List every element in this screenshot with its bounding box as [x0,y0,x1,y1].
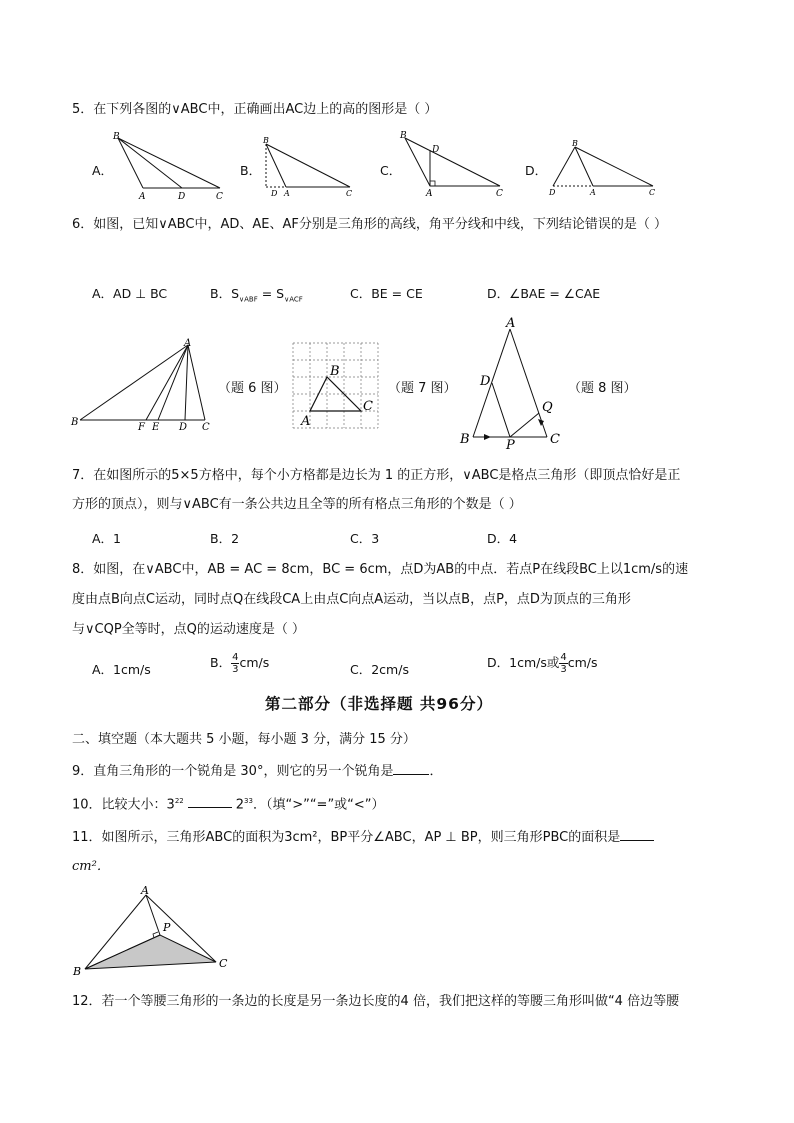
svg-text:F: F [138,422,145,433]
caption-fig6: （题 6 图） [218,381,287,396]
svg-text:D: D [432,145,440,155]
q6-option-b[interactable]: B．$S_{\vee ABF} = S_{\vee ACF}$ [210,286,303,304]
answer-blank [620,828,654,841]
q6-option-a[interactable]: A．AD ⊥ BC [92,286,168,301]
svg-text:B: B [71,417,79,428]
label-d: D [178,192,186,202]
q11-line2: cm²． [72,859,110,874]
answer-blank [188,795,232,808]
q5-text: 5．在下列各图的∨ABC中，正确画出AC边上的高的图形是（ ） [72,102,438,117]
svg-text:C: C [496,189,503,199]
label-a: A [139,192,146,202]
q8-line2: 度由点B向点C运动，同时点Q在线段CA上由点C向点A运动，当以点B，点P，点D为顶点的三角形 [72,592,631,607]
section-title: 第二部分（非选择题 共96分） [265,695,493,713]
figure-6 [68,335,218,435]
q6-option-d[interactable]: D．∠BAE = ∠CAE [487,286,601,301]
q5-figure-b [258,132,360,198]
svg-text:A: A [506,316,516,331]
q6-text: 6．如图，已知∨ABC中，AD、AE、AF分别是三角形的高线，角平分线和中线，下列结论错误的是（ ） [72,217,667,232]
q9-text: 9．直角三角形的一个锐角是 30°，则它的另一个锐角是 ． [72,764,443,779]
section-part-heading: 二、填空题（本大题共 5 小题，每小题 3 分，满分 15 分） [72,732,416,747]
svg-text:A: A [184,338,192,349]
q8-option-c[interactable]: C．2cm/s [350,662,409,677]
svg-text:B: B [73,965,82,978]
svg-text:C: C [363,399,373,414]
svg-text:B: B [263,136,269,145]
q5-option-d[interactable]: D． [525,163,548,178]
svg-text:A: A [590,188,596,197]
q6-option-c[interactable]: C．BE = CE [350,286,423,301]
label-b: B [113,132,120,142]
caption-fig7: （题 7 图） [388,381,457,396]
svg-text:C: C [649,188,656,197]
q5-figure-a [110,130,230,202]
q7-option-b[interactable]: B．2 [210,531,240,546]
q5-figure-d [543,135,663,195]
figure-8 [455,315,570,453]
svg-text:C: C [346,189,353,198]
svg-text:D: D [549,188,556,197]
svg-text:E: E [152,422,160,433]
fraction: $\frac{4}{3}$ [560,652,567,675]
q5-option-c[interactable]: C． [380,163,402,178]
svg-text:A: A [301,414,311,429]
svg-text:P: P [506,438,515,453]
q12-text: 12．若一个等腰三角形的一条边的长度是另一条边长度的4 倍，我们把这样的等腰三角形叫做“4 倍边等腰 [72,994,680,1009]
svg-text:D: D [480,374,491,389]
figure-7 [290,340,385,430]
fraction: $\frac{4}{3}$ [232,652,239,675]
svg-text:Q: Q [542,400,553,415]
figure-11 [68,883,238,978]
q11-line1: 11．如图所示，三角形ABC的面积为3cm²，BP平分∠ABC，AP ⊥ BP，则三角形PBC的面积是 [72,828,654,847]
q7-line2: 方形的顶点），则与∨ABC有一条公共边且全等的所有格点三角形的个数是（ ） [72,497,522,512]
svg-text:C: C [202,422,210,433]
svg-text:B: B [460,432,470,447]
q5-figure-c [396,128,508,199]
svg-text:D: D [179,422,188,433]
q7-option-a[interactable]: A．1 [92,531,122,546]
svg-text:C: C [219,957,228,970]
caption-fig8: （题 8 图） [568,381,637,396]
q7-line1: 7．在如图所示的5×5方格中，每个小方格都是边长为 1 的正方形，∨ABC是格点三角形（即顶点恰好是正 [72,468,681,483]
svg-text:P: P [163,921,171,934]
q8-line3: 与∨CQP全等时，点Q的运动速度是（ ） [72,622,306,637]
q7-option-d[interactable]: D．4 [487,531,518,546]
q8-option-d[interactable]: D．1cm/s或 $\frac{4}{3}$ cm/s [487,652,598,675]
svg-text:D: D [271,189,278,198]
label-c: C [216,192,223,202]
q7-option-c[interactable]: C．3 [350,531,380,546]
svg-text:A: A [426,189,433,199]
answer-blank [393,762,429,775]
svg-text:A: A [141,884,149,897]
q10-text: 10．比较大小：$3^{22}$ $2^{33}$．（填“>”“=”或“<”） [72,797,385,813]
svg-text:B: B [400,131,407,141]
q5-option-b[interactable]: B． [240,163,262,178]
q5-option-a[interactable]: A． [92,163,114,178]
q8-option-b[interactable]: B． $\frac{4}{3}$ cm/s [210,652,270,675]
svg-text:C: C [550,432,560,447]
svg-text:B: B [572,139,578,148]
svg-text:B: B [330,364,340,379]
q8-line1: 8．如图，在∨ABC中，AB = AC = 8cm，BC = 6cm，点D为AB的中点．若点P在线段BC上以1cm/s的速 [72,562,689,577]
svg-text:A: A [284,189,290,198]
q8-option-a[interactable]: A．1cm/s [92,662,151,677]
